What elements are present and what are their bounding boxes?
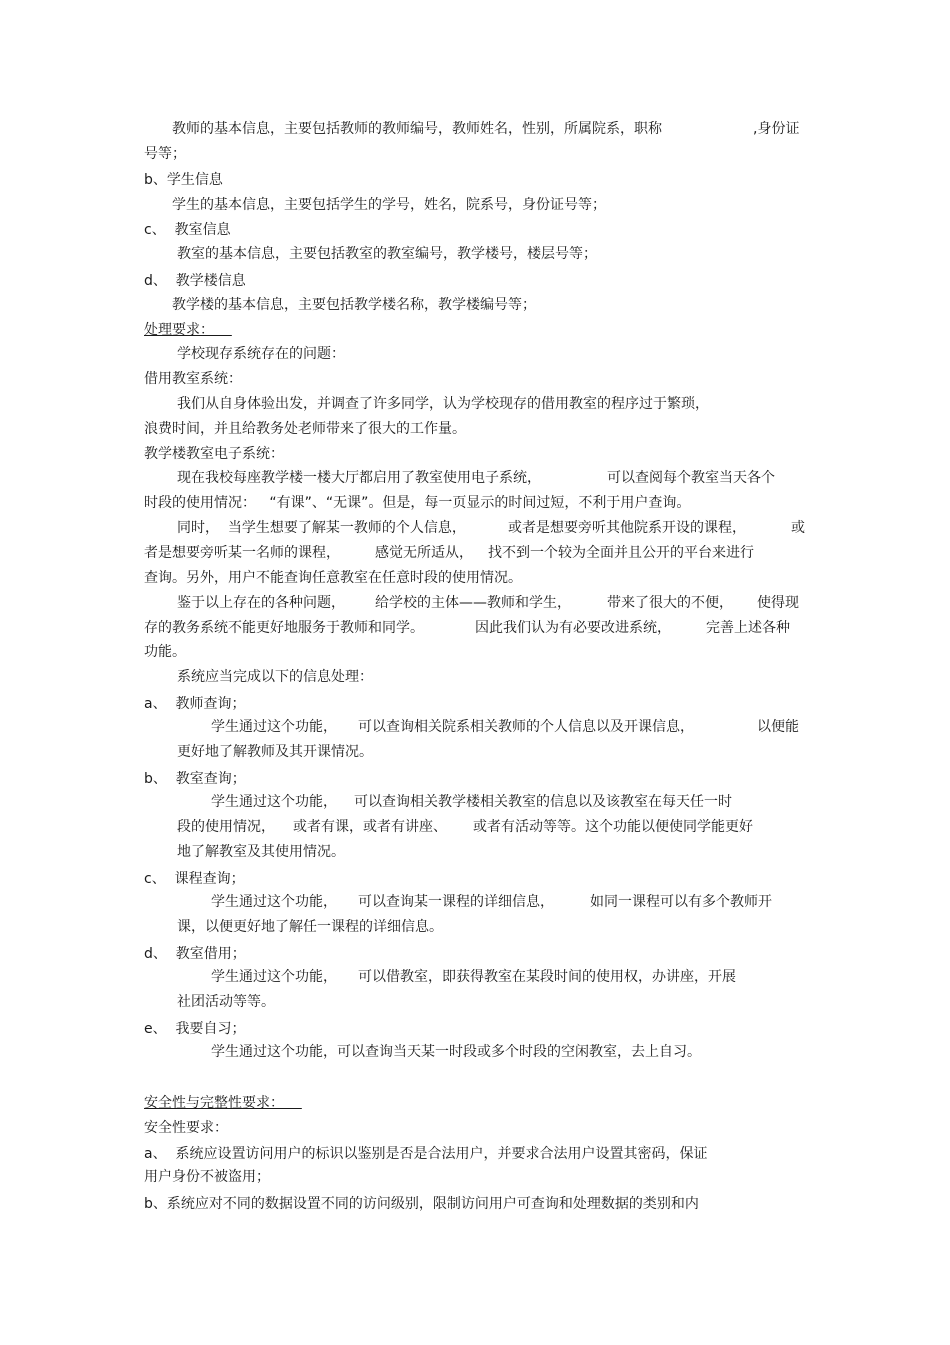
- text-line: 因此我们认为有必要改进系统，: [475, 620, 671, 636]
- text-line: 查询。另外，用户不能查询任意教室在任意时段的使用情况。: [144, 570, 522, 586]
- text-line: 社团活动等等。: [177, 994, 275, 1010]
- text-line: b、学生信息: [144, 172, 223, 188]
- text-line: 给学校的主体——教师和学生，: [375, 595, 571, 611]
- text-line: b、 教室查询；: [144, 771, 246, 787]
- text-line: 教学楼教室电子系统：: [144, 446, 284, 462]
- text-line: 学生通过这个功能，可以查询当天某一时段或多个时段的空闲教室，去上自习。: [211, 1044, 701, 1060]
- text-line: c、 教室信息: [144, 222, 231, 238]
- text-line: 带来了很大的不便，: [607, 595, 733, 611]
- text-line: 可以查询相关教学楼相关教室的信息以及该教室在每天任一时: [354, 794, 732, 810]
- text-line: 系统应当完成以下的信息处理：: [177, 669, 373, 685]
- text-line: ,身份证: [753, 121, 800, 137]
- text-line: a、 系统应设置访问用户的标识以鉴别是否是合法用户，并要求合法用户设置其密码，保证: [144, 1146, 708, 1162]
- text-line: 地了解教室及其使用情况。: [177, 844, 345, 860]
- text-line: 学生通过这个功能，: [211, 894, 337, 910]
- text-line: 我们从自身体验出发，并调查了许多同学，认为学校现存的借用教室的程序过于繁琐，: [177, 396, 709, 412]
- text-line: 学生通过这个功能，: [211, 794, 337, 810]
- text-line: a、 教师查询；: [144, 696, 246, 712]
- text-line: 用户身份不被盗用；: [144, 1169, 270, 1185]
- text-line: 处理要求：: [144, 322, 232, 338]
- text-line: 学生通过这个功能，: [211, 719, 337, 735]
- text-line: d、 教室借用；: [144, 946, 246, 962]
- text-line: 使得现: [757, 595, 799, 611]
- text-line: 教学楼的基本信息，主要包括教学楼名称，教学楼编号等；: [172, 297, 536, 313]
- text-line: 可以借教室，即获得教室在某段时间的使用权，办讲座，开展: [358, 969, 736, 985]
- text-line: 完善上述各种: [706, 620, 790, 636]
- text-line: 安全性与完整性要求：: [144, 1095, 302, 1111]
- text-line: 者是想要旁听某一名师的课程，: [144, 545, 340, 561]
- text-line: 教师的基本信息，主要包括教师的教师编号，教师姓名，性别，所属院系，职称: [172, 121, 662, 137]
- text-line: 学生通过这个功能，: [211, 969, 337, 985]
- text-line: 可以查阅每个教室当天各个: [607, 470, 775, 486]
- text-line: 安全性要求：: [144, 1120, 228, 1136]
- text-line: 学校现存系统存在的问题：: [177, 346, 345, 362]
- text-line: 段的使用情况，: [177, 819, 275, 835]
- text-line: 学生的基本信息，主要包括学生的学号，姓名，院系号，身份证号等；: [172, 197, 606, 213]
- text-line: 或者有活动等等。这个功能以便使同学能更好: [473, 819, 753, 835]
- text-line: 可以查询某一课程的详细信息，: [358, 894, 554, 910]
- text-line: 存的教务系统不能更好地服务于教师和同学。: [144, 620, 424, 636]
- text-line: 如同一课程可以有多个教师开: [590, 894, 772, 910]
- text-line: 号等；: [144, 146, 186, 162]
- text-line: c、 课程查询；: [144, 871, 245, 887]
- text-line: 课，以便更好地了解任一课程的详细信息。: [177, 919, 443, 935]
- text-line: 更好地了解教师及其开课情况。: [177, 744, 373, 760]
- text-line: 或: [791, 520, 805, 536]
- text-line: 借用教室系统：: [144, 371, 242, 387]
- text-line: 功能。: [144, 644, 186, 660]
- text-line: 教室的基本信息，主要包括教室的教室编号，教学楼号，楼层号等；: [177, 246, 597, 262]
- text-line: 或者有课，或者有讲座、: [293, 819, 447, 835]
- text-line: 感觉无所适从，: [375, 545, 473, 561]
- text-line: e、 我要自习；: [144, 1021, 246, 1037]
- text-line: 现在我校每座教学楼一楼大厅都启用了教室使用电子系统，: [177, 470, 541, 486]
- text-line: 时段的使用情况： “有课”、“无课”。但是，每一页显示的时间过短，不利于用户查询。: [144, 495, 691, 511]
- text-line: 同时， 当学生想要了解某一教师的个人信息，: [177, 520, 466, 536]
- text-line: b、系统应对不同的数据设置不同的访问级别，限制访问用户可查询和处理数据的类别和内: [144, 1196, 699, 1212]
- text-line: 可以查询相关院系相关教师的个人信息以及开课信息，: [358, 719, 694, 735]
- text-line: 以便能: [757, 719, 799, 735]
- text-line: 找不到一个较为全面并且公开的平台来进行: [488, 545, 754, 561]
- text-line: 或者是想要旁听其他院系开设的课程，: [508, 520, 746, 536]
- text-line: d、 教学楼信息: [144, 273, 246, 289]
- text-line: 浪费时间，并且给教务处老师带来了很大的工作量。: [144, 421, 466, 437]
- text-line: 鉴于以上存在的各种问题，: [177, 595, 345, 611]
